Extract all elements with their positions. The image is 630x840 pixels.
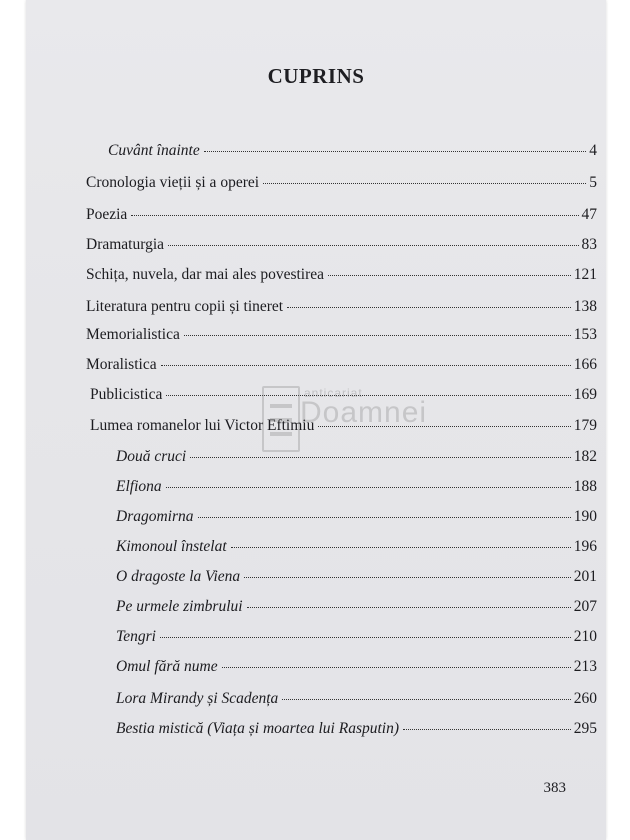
toc-entry	[108, 142, 597, 166]
toc-entry-label: Memorialistica	[86, 326, 180, 343]
toc-entry	[116, 538, 597, 562]
toc-entry-label: Două cruci	[116, 448, 187, 465]
toc-entry	[86, 236, 597, 260]
toc-entry-label: Cronologia vieții și a operei	[86, 174, 260, 191]
watermark-big-text: Doamnei	[300, 396, 428, 429]
toc-entry	[86, 266, 597, 290]
dot-leader	[263, 183, 586, 184]
dot-leader	[247, 607, 571, 608]
toc-entry-label: Dragomirna	[116, 508, 194, 525]
dot-leader	[231, 547, 571, 548]
toc-entry-page: 213	[573, 658, 597, 675]
toc-entry-page: 179	[573, 417, 597, 434]
toc-entry-page: 207	[573, 598, 597, 615]
toc-entry-label: Kimonoul înstelat	[116, 538, 227, 555]
page-number: 383	[543, 780, 566, 796]
toc-entry	[116, 598, 597, 622]
toc-entry-label: Lora Mirandy și Scadența	[116, 690, 279, 707]
toc-entry-page: 47	[581, 206, 597, 223]
dot-leader	[131, 215, 578, 216]
toc-entry-label: Bestia mistică (Viața și moartea lui Rasputin)	[116, 720, 399, 737]
toc-entry-label: Tengri	[116, 628, 156, 645]
toc-entry-page: 5	[589, 174, 597, 191]
dot-leader	[282, 699, 570, 700]
toc-entry-page: 182	[573, 448, 597, 465]
dot-leader	[184, 335, 571, 336]
bookshelf-icon	[262, 386, 300, 452]
toc-entry-label: Elfiona	[116, 478, 162, 495]
toc-entry-page: 188	[573, 478, 597, 495]
toc-entry-label: Omul fără nume	[116, 658, 218, 675]
dot-leader	[198, 517, 571, 518]
dot-leader	[204, 151, 587, 152]
toc-entry	[116, 628, 597, 652]
toc-entry-page: 138	[573, 298, 597, 315]
toc-entry-page: 121	[573, 266, 597, 283]
toc-entry-label: Publicistica	[90, 386, 163, 403]
toc-entry	[116, 478, 597, 502]
dot-leader	[190, 457, 571, 458]
toc-entry-page: 210	[573, 628, 597, 645]
watermark-small-text: anticariat	[304, 386, 363, 400]
toc-entry	[86, 356, 597, 380]
page-title: CUPRINS	[267, 64, 365, 88]
toc-entry-label: O dragoste la Viena	[116, 568, 241, 585]
dot-leader	[166, 487, 571, 488]
toc-entry-page: 260	[573, 690, 597, 707]
toc-entry-page: 169	[573, 386, 597, 403]
toc-entry	[116, 508, 597, 532]
toc-entry-label: Poezia	[86, 206, 128, 223]
toc-entry-page: 4	[589, 142, 597, 159]
toc-entry-label: Dramaturgia	[86, 236, 165, 253]
dot-leader	[161, 365, 571, 366]
book-page	[26, 0, 606, 840]
toc-entry-page: 201	[573, 568, 597, 585]
toc-entry	[86, 174, 597, 198]
toc-entry	[86, 206, 597, 230]
dot-leader	[403, 729, 571, 730]
toc-entry-page: 166	[573, 356, 597, 373]
toc-entry-label: Moralistica	[86, 356, 157, 373]
toc-entry-page: 83	[581, 236, 597, 253]
dot-leader	[244, 577, 571, 578]
toc-entry-page: 190	[573, 508, 597, 525]
toc-entry	[116, 568, 597, 592]
toc-entry-label: Pe urmele zimbrului	[116, 598, 243, 615]
dot-leader	[222, 667, 571, 668]
toc-entry	[86, 326, 597, 350]
dot-leader	[328, 275, 571, 276]
toc-entry-page: 196	[573, 538, 597, 555]
watermark	[262, 384, 432, 454]
toc-entry	[116, 658, 597, 682]
dot-leader	[287, 307, 571, 308]
toc-entry	[86, 298, 597, 322]
dot-leader	[160, 637, 571, 638]
toc-entry-label: Cuvânt înainte	[108, 142, 200, 159]
toc-entry	[116, 720, 597, 744]
toc-entry-label: Literatura pentru copii și tineret	[86, 298, 284, 315]
toc-entry	[116, 690, 597, 714]
toc-entry-page: 153	[573, 326, 597, 343]
toc-entry-page: 295	[573, 720, 597, 737]
toc-entry-label: Lumea romanelor lui Victor Eftimiu	[90, 417, 315, 434]
toc-entry-label: Schița, nuvela, dar mai ales povestirea	[86, 266, 325, 283]
dot-leader	[168, 245, 578, 246]
